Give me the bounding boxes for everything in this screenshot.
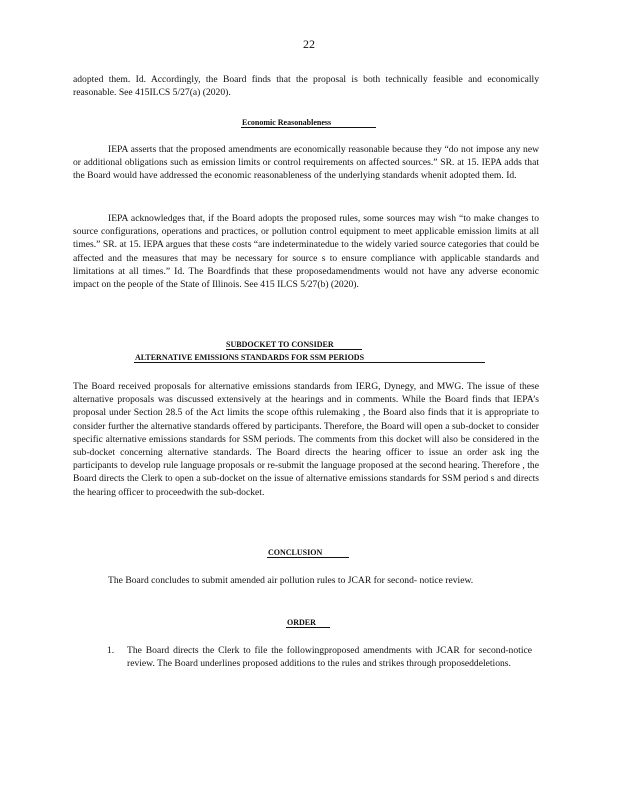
order-list-item: [107, 644, 532, 670]
heading-underline: [226, 349, 362, 350]
heading-underline: [134, 362, 485, 363]
order-item-number: 1.: [107, 645, 115, 656]
heading-subdocket-line1: SUBDOCKET TO CONSIDER: [226, 340, 334, 349]
paragraph-iepa-asserts: IEPA asserts that the proposed amendments are economically reasonable because they “do not impose any new or additional obligations such as emission limits or control requirements on affected sources.” SR. at 15. IEPA adds that the Board would have addressed the economic reasonableness of the underlying standards whenit adopted them. Id.: [73, 144, 539, 182]
order-item-text: The Board directs the Clerk to file the followingproposed amendments with JCAR for second-notice review. The Board underlines proposed additions to the rules and strikes through proposeddeletions.: [127, 645, 532, 670]
paragraph-conclusion: The Board concludes to submit amended air pollution rules to JCAR for second- notice review.: [108, 575, 474, 586]
heading-economic-reasonableness: Economic Reasonableness: [242, 118, 332, 127]
heading-subdocket-line2: ALTERNATIVE EMISSIONS STANDARDS FOR SSM PERIODS: [135, 353, 365, 362]
paragraph-alternative-proposals: The Board received proposals for alternative emissions standards from IERG, Dynegy, and MWG. The issue of these alternative proposals was discussed extensively at the hearings and in comments. While the Board finds that IEPA’s proposal under Section 28.5 of the Act limits the scope ofthis rulemaking , the Board also finds that it is appropriate to consider further the alternative standards offered by participants. Therefore, the Board will open a sub-docket to consider specific alternative emissions standards for SSM periods. The comments from this docket will also be considered in the sub-docket concerning alternative standards. The Board directs the hearing officer to issue an order ask ing the participants to develop rule language proposals or re-submit the language proposed at the second hearing. Therefore , the Board directs the Clerk to open a sub-docket on the issue of alternative emissions standards for SSM period s and directs the hearing officer to proceedwith the sub-docket.: [73, 381, 539, 498]
heading-underline: [241, 127, 376, 128]
heading-order: ORDER: [287, 618, 316, 627]
heading-underline: [286, 627, 330, 628]
paragraph-iepa-acknowledges: IEPA acknowledges that, if the Board adopts the proposed rules, some sources may wish “to make changes to source configurations, operations and practices, or pollution control equipment to meet applicable emission limits at all times.” SR. at 15. IEPA argues that these costs “are indeterminatedue to the widely varied source categories that could be affected and the measures that may be necessary for source s to ensure compliance with applicable standards and limitations at all times.” Id. The Boardfinds that these proposedamendments would not have any adverse economic impact on the people of the State of Illinois. See 415 ILCS 5/27(b) (2020).: [73, 213, 539, 291]
paragraph-feasibility-conclusion: adopted them. Id. Accordingly, the Board finds that the proposal is both technically feasible and economically reasonable. See 415ILCS 5/27(a) (2020).: [73, 74, 539, 99]
heading-underline: [267, 557, 349, 558]
heading-conclusion: CONCLUSION: [268, 548, 323, 557]
page-number: 22: [303, 37, 315, 51]
